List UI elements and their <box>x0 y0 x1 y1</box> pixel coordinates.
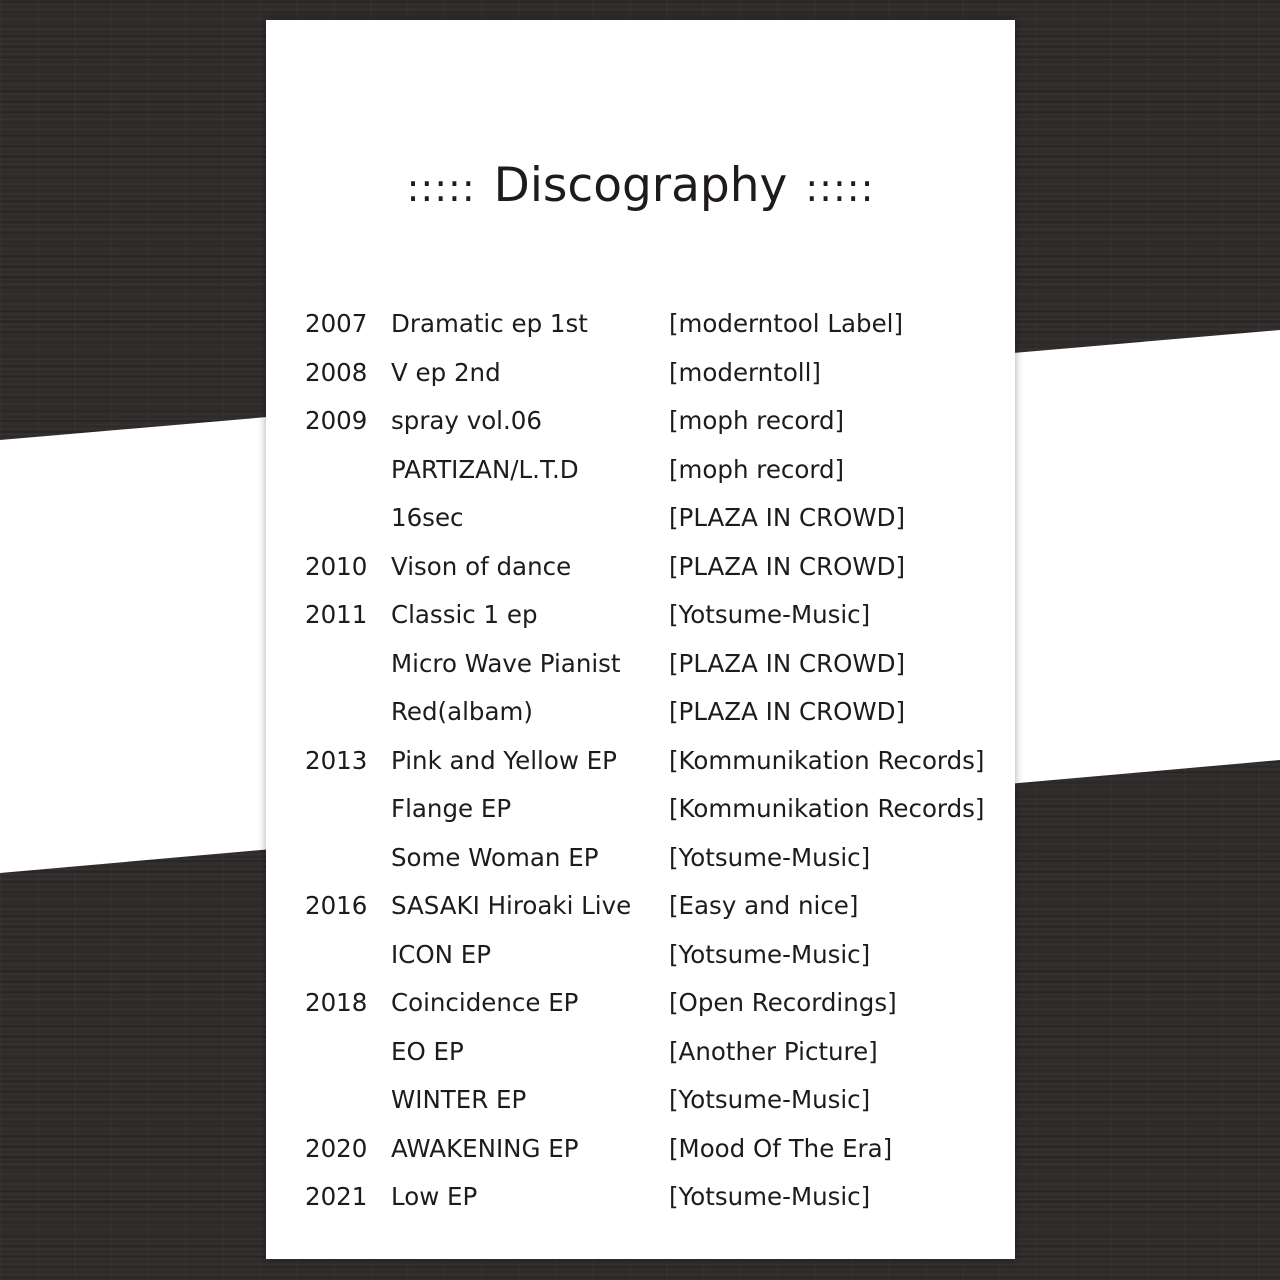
release-title: 16sec <box>391 503 464 532</box>
release-label: [PLAZA IN CROWD] <box>669 648 906 678</box>
release-row <box>305 1125 1005 1174</box>
release-label: [moph record] <box>669 406 845 435</box>
release-label: [Yotsume-Music] <box>669 939 871 969</box>
release-row <box>305 446 1005 495</box>
page-title <box>266 156 1015 218</box>
release-title: Pink and Yellow EP <box>391 745 617 775</box>
title-text: Discography <box>493 158 788 213</box>
release-label: [Another Picture] <box>669 1036 878 1066</box>
release-row <box>305 882 1005 931</box>
release-title: Vison of dance <box>391 551 572 581</box>
release-year: 2021 <box>305 1182 368 1211</box>
release-year: 2020 <box>305 1133 368 1163</box>
release-title: WINTER EP <box>391 1085 527 1114</box>
release-title: Classic 1 ep <box>391 600 538 629</box>
release-row <box>305 300 1005 349</box>
release-title: Dramatic ep 1st <box>391 309 588 338</box>
release-title: spray vol.06 <box>391 406 542 435</box>
release-label: [Mood Of The Era] <box>669 1133 893 1163</box>
release-label: [PLAZA IN CROWD] <box>669 503 906 532</box>
release-row <box>305 1173 1005 1222</box>
release-row <box>305 688 1005 737</box>
release-row <box>305 397 1005 446</box>
release-label: [Yotsume-Music] <box>669 1182 871 1211</box>
release-label: [Easy and nice] <box>669 891 859 920</box>
release-row <box>305 640 1005 689</box>
discography-card <box>266 20 1015 1259</box>
release-title: EO EP <box>391 1036 464 1066</box>
release-year: 2008 <box>305 357 368 387</box>
release-title: Coincidence EP <box>391 988 579 1017</box>
release-title: Flange EP <box>391 794 512 823</box>
release-row <box>305 931 1005 980</box>
title-decor-right: ::::: <box>805 166 875 210</box>
release-row <box>305 785 1005 834</box>
release-year: 2011 <box>305 600 368 629</box>
release-title: Some Woman EP <box>391 842 599 872</box>
release-row <box>305 494 1005 543</box>
release-year: 2007 <box>305 309 368 338</box>
release-row <box>305 1076 1005 1125</box>
release-label: [Open Recordings] <box>669 988 897 1017</box>
release-row <box>305 979 1005 1028</box>
release-row <box>305 349 1005 398</box>
release-row <box>305 543 1005 592</box>
release-label: [Yotsume-Music] <box>669 600 871 629</box>
release-label: [PLAZA IN CROWD] <box>669 697 906 726</box>
release-title: Red(albam) <box>391 697 533 726</box>
release-year: 2018 <box>305 988 368 1017</box>
release-title: Micro Wave Pianist <box>391 648 621 678</box>
release-label: [Kommunikation Records] <box>669 745 985 775</box>
release-list <box>305 300 1005 1222</box>
release-row <box>305 834 1005 883</box>
release-label: [Yotsume-Music] <box>669 842 871 872</box>
release-year: 2016 <box>305 891 368 920</box>
release-label: [moph record] <box>669 454 845 484</box>
release-label: [moderntoll] <box>669 357 821 387</box>
release-label: [moderntool Label] <box>669 309 904 338</box>
release-title: AWAKENING EP <box>391 1133 579 1163</box>
release-label: [Yotsume-Music] <box>669 1085 871 1114</box>
release-row <box>305 737 1005 786</box>
release-label: [PLAZA IN CROWD] <box>669 551 906 581</box>
release-title: PARTIZAN/L.T.D <box>391 454 579 484</box>
release-title: SASAKI Hiroaki Live <box>391 891 632 920</box>
release-year: 2013 <box>305 745 368 775</box>
release-year: 2010 <box>305 551 368 581</box>
release-title: V ep 2nd <box>391 357 501 387</box>
release-title: Low EP <box>391 1182 478 1211</box>
release-row <box>305 1028 1005 1077</box>
release-title: ICON EP <box>391 939 491 969</box>
release-year: 2009 <box>305 406 368 435</box>
title-decor-left: ::::: <box>406 166 476 210</box>
release-label: [Kommunikation Records] <box>669 794 985 823</box>
release-row <box>305 591 1005 640</box>
